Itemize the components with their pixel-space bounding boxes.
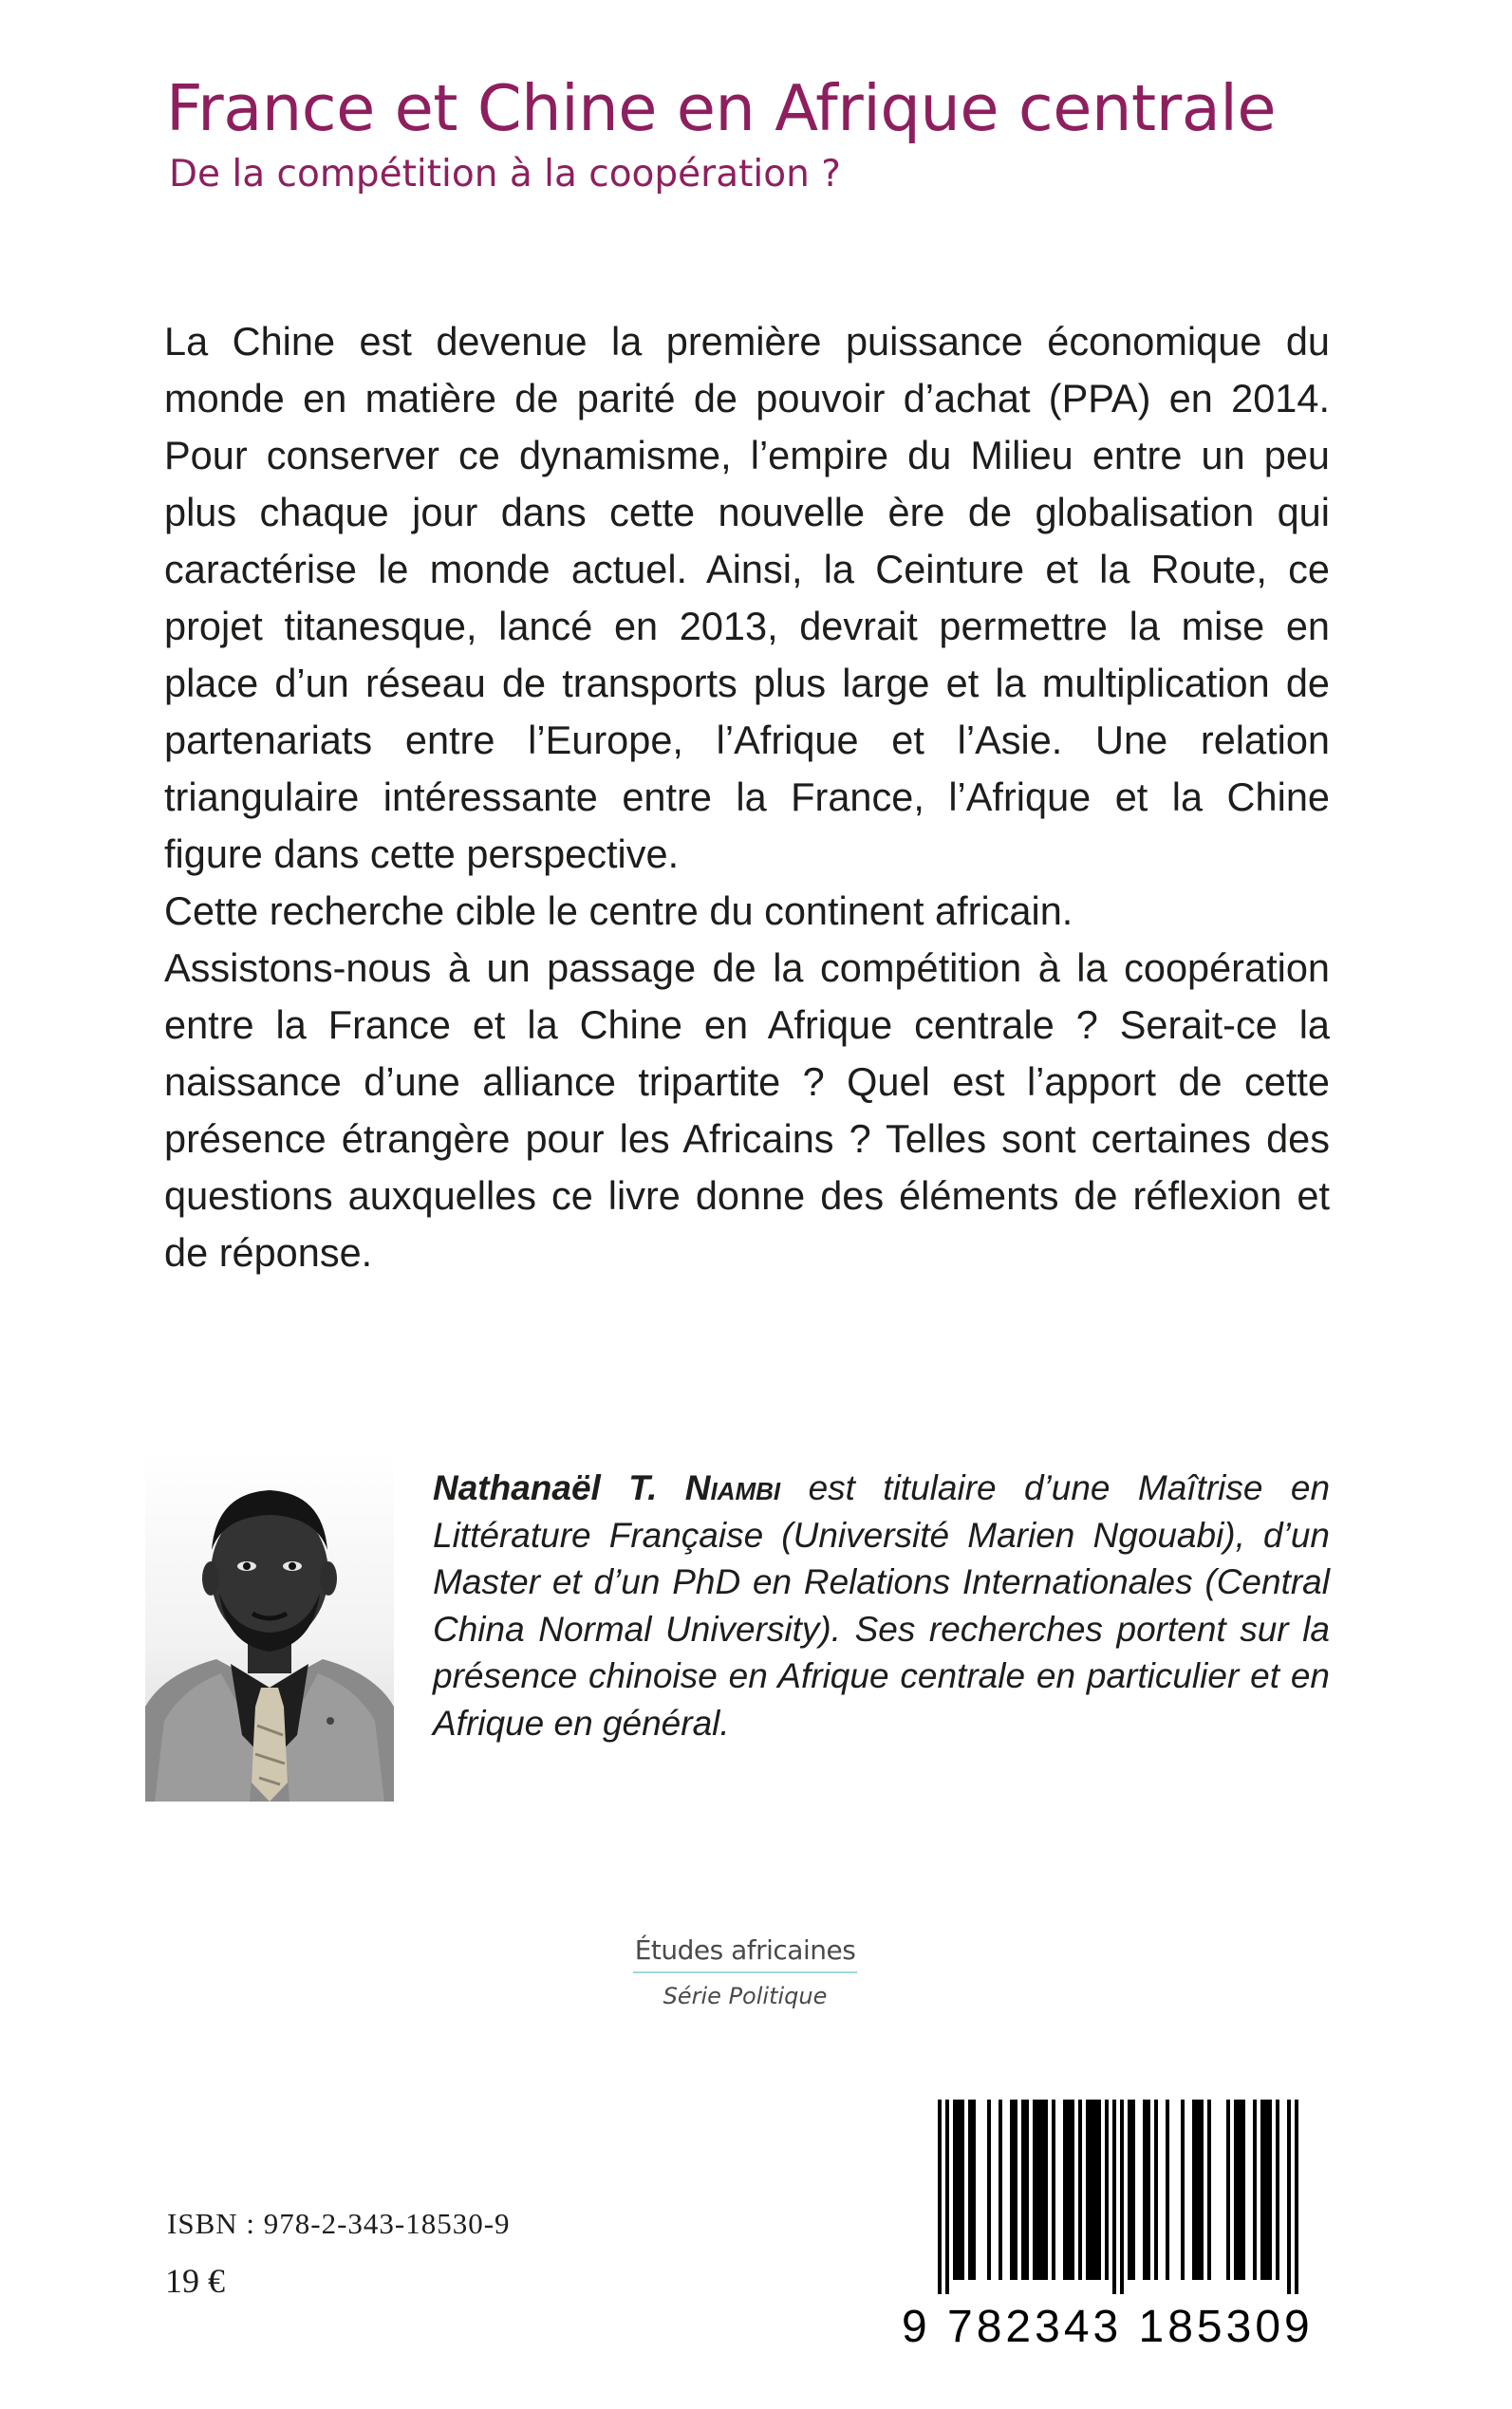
barcode-bar: [972, 2100, 976, 2280]
barcode-bar: [1200, 2100, 1204, 2280]
barcode-bar: [999, 2100, 1002, 2280]
barcode-bar: [1097, 2100, 1101, 2280]
barcode-bar: [987, 2100, 991, 2280]
barcode-bar: [1192, 2100, 1196, 2280]
barcode-bar: [1264, 2100, 1268, 2280]
barcode-bar: [1078, 2100, 1082, 2280]
barcode-bar: [1196, 2100, 1200, 2280]
barcode-bar: [1033, 2100, 1036, 2280]
barcode-bar: [961, 2100, 964, 2280]
author-photo: [145, 1450, 394, 1802]
barcode-bar: [1154, 2100, 1158, 2280]
barcode: [902, 2100, 1324, 2352]
barcode-bar: [1238, 2100, 1241, 2280]
barcode-bar: [1287, 2100, 1291, 2294]
barcode-bar: [957, 2100, 961, 2280]
barcode-bar: [945, 2100, 949, 2294]
barcode-bar: [968, 2100, 972, 2280]
barcode-bar: [1071, 2100, 1074, 2280]
author-last-name: Niambi: [684, 1468, 781, 1507]
blurb-paragraph: La Chine est devenue la première puissance économique du monde en matière de parité de pouvoir d’achat (PPA) en 2014. Pour conserver ce dynamisme, l’empire du Milieu entre un peu plus chaque jour dans cette nouvelle ère de globalisation qui caractérise le monde actuel. Ainsi, la Ceinture et la Route, ce projet titanesque, lancé en 2013, devrait permettre la mise en place d’un réseau de transports plus large et la multiplication de partenariats entre l’Europe, l’Afrique et l’Asie. Une relation triangulaire intéressante entre la France, l’Afrique et la Chine figure dans cette perspective.: [164, 319, 1330, 876]
barcode-bar: [1234, 2100, 1238, 2280]
barcode-bar: [938, 2100, 942, 2294]
barcode-bar: [1147, 2100, 1150, 2280]
barcode-bar: [1181, 2100, 1185, 2280]
barcode-bar: [1052, 2100, 1055, 2280]
barcode-bar: [1010, 2100, 1014, 2280]
barcode-bar: [1128, 2100, 1131, 2280]
barcode-bar: [1143, 2100, 1147, 2280]
barcode-bar: [1021, 2100, 1025, 2280]
barcode-bar: [1226, 2100, 1230, 2280]
blurb-paragraph: Cette recherche cible le centre du continent africain.: [164, 888, 1073, 933]
author-bio-text: est titulaire d’une Maîtrise en Littérature Française (Université Marien Ngouabi), d’un Master et d’un PhD en Relations Internationales (Central China Normal University). Ses recherches portent sur la présence chinoise en Afrique centrale en particulier et en Afrique en général.: [433, 1468, 1331, 1743]
barcode-bar: [1067, 2100, 1071, 2280]
author-first-name: Nathanaël T.: [433, 1468, 658, 1507]
barcode-bar: [1040, 2100, 1044, 2280]
series-name: Études africaines: [633, 1934, 858, 1973]
isbn: ISBN : 978-2-343-18530-9: [167, 2207, 511, 2240]
book-subtitle: De la compétition à la coopération ?: [169, 153, 841, 196]
barcode-digits: 9 782343 185309: [902, 2302, 1314, 2352]
barcode-bar: [1207, 2100, 1211, 2280]
barcode-bars: [902, 2100, 1324, 2294]
blurb: [164, 313, 1330, 1281]
series-subname: Série Politique: [663, 1983, 828, 2009]
barcode-bar: [1093, 2100, 1097, 2280]
barcode-bar: [1105, 2100, 1109, 2280]
barcode-bar: [1241, 2100, 1245, 2280]
barcode-bar: [1260, 2100, 1264, 2280]
blurb-paragraph: Assistons-nous à un passage de la compétition à la coopération entre la France et la Chine en Afrique centrale ? Serait-ce la naissance d’une alliance tripartite ? Quel est l’apport de cette présence étrangère pour les Africains ? Telles sont certaines des questions auxquelles ce livre donne des éléments de réflexion et de réponse.: [164, 945, 1330, 1275]
price: 19 €: [165, 2262, 225, 2300]
book-title: France et Chine en Afrique centrale: [166, 71, 1277, 145]
barcode-bar: [1268, 2100, 1272, 2280]
barcode-bar: [1090, 2100, 1093, 2280]
barcode-bar: [1036, 2100, 1040, 2280]
barcode-bar: [1063, 2100, 1067, 2280]
barcode-bar: [1112, 2100, 1116, 2294]
barcode-bar: [1166, 2100, 1169, 2280]
barcode-bar: [1044, 2100, 1048, 2280]
barcode-bar: [1276, 2100, 1279, 2280]
barcode-bar: [1086, 2100, 1090, 2280]
series-logo: [622, 1934, 868, 2009]
barcode-bar: [1131, 2100, 1135, 2280]
barcode-bar: [1025, 2100, 1029, 2280]
barcode-bar: [953, 2100, 957, 2280]
author-bio: [433, 1465, 1330, 1746]
barcode-bar: [1253, 2100, 1257, 2280]
barcode-bar: [1120, 2100, 1124, 2294]
barcode-bar: [1014, 2100, 1017, 2280]
barcode-bar: [1295, 2100, 1298, 2294]
